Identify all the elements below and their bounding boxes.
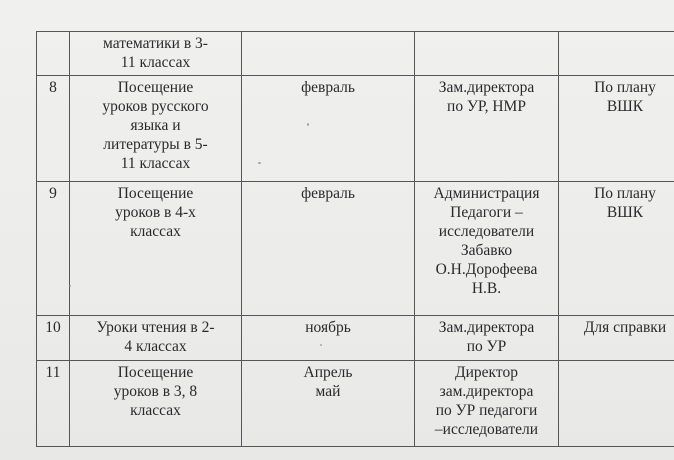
row-number: 8 (37, 76, 70, 182)
date-cell: февраль (242, 182, 415, 316)
scan-speck (307, 123, 309, 126)
date-cell: февраль (242, 76, 415, 182)
date-cell (242, 32, 415, 76)
event-cell: Посещение уроков в 3, 8 классах (70, 361, 242, 447)
responsible-cell (415, 32, 559, 76)
plan-table (36, 31, 674, 447)
table-row (37, 316, 674, 361)
row-number (37, 32, 70, 76)
table-row (37, 32, 674, 76)
scan-speck (320, 344, 322, 346)
responsible-cell: Администрация Педагоги – исследователи Забавко О.Н.Дорофеева Н.В. (415, 182, 559, 316)
result-cell: По плану ВШК (559, 182, 674, 316)
result-cell: Для справки (559, 316, 674, 361)
result-cell: По плану ВШК (559, 76, 674, 182)
responsible-cell: Зам.директора по УР, НМР (415, 76, 559, 182)
responsible-cell: Зам.директора по УР (415, 316, 559, 361)
event-cell: Посещение уроков русского языка и литературы в 5- 11 классах (70, 76, 242, 182)
responsible-cell: Директор зам.директора по УР педагоги –исследователи (415, 361, 559, 447)
table-row (37, 76, 674, 182)
result-cell (559, 361, 674, 447)
event-cell: Посещение уроков в 4-х классах (70, 182, 242, 316)
row-number: 11 (37, 361, 70, 447)
row-number: 9 (37, 182, 70, 316)
result-cell (559, 32, 674, 76)
row-number: 10 (37, 316, 70, 361)
date-cell: Апрель май (242, 361, 415, 447)
scan-speck (258, 162, 261, 164)
date-cell: ноябрь (242, 316, 415, 361)
event-cell: Уроки чтения в 2- 4 классах (70, 316, 242, 361)
table-row (37, 182, 674, 316)
scan-speck (69, 285, 71, 287)
table-row (37, 361, 674, 447)
event-cell: математики в 3- 11 классах (70, 32, 242, 76)
